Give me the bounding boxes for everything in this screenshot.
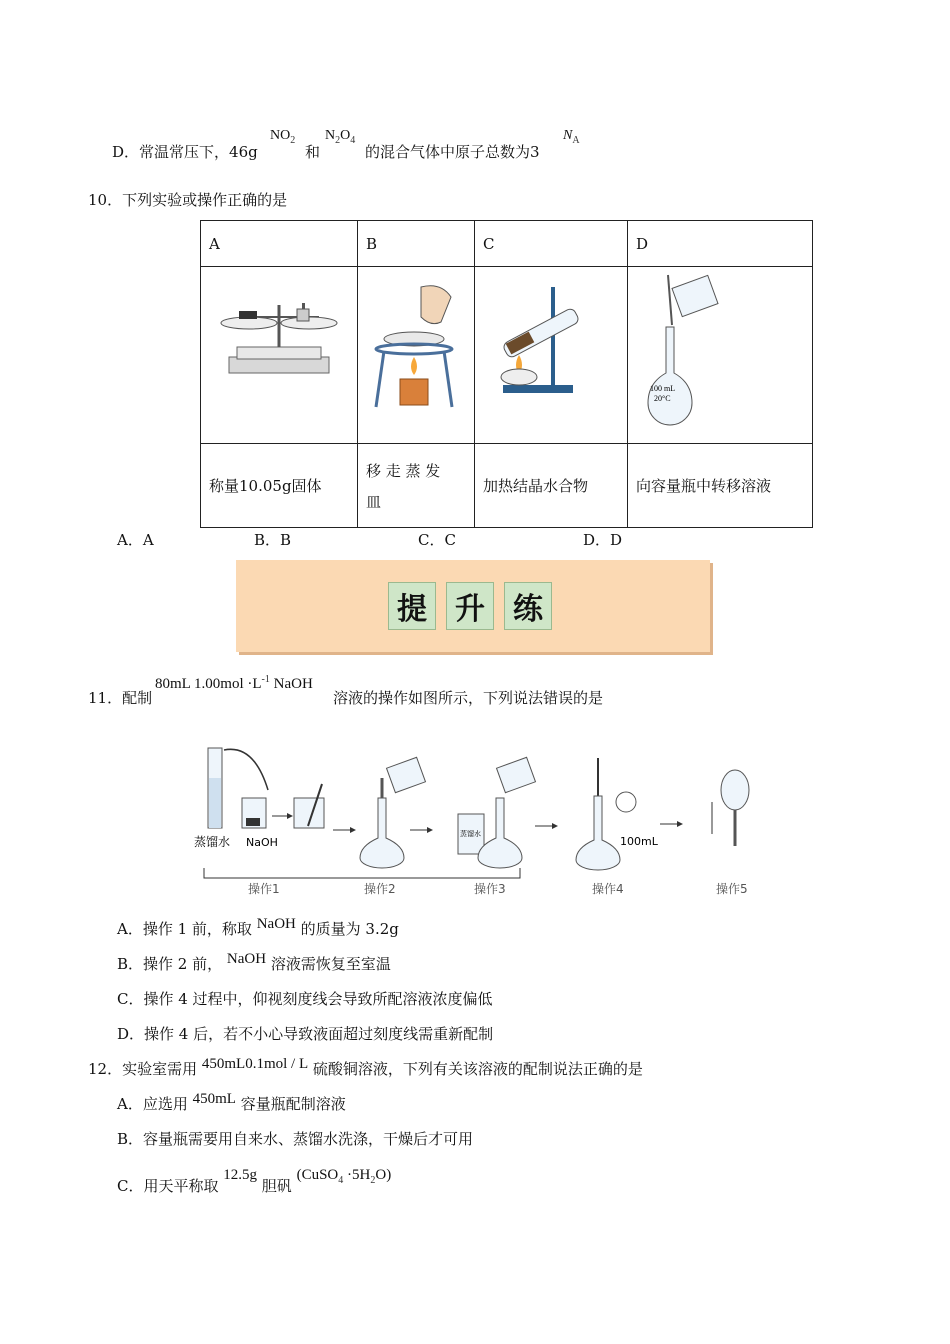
q10-header-b: B <box>358 221 475 267</box>
q12-option-c[interactable] <box>117 1167 392 1198</box>
banner-char-2: 升 <box>446 582 494 630</box>
na-text: N <box>563 128 573 143</box>
q11b-post: 溶液需恢复至室温 <box>270 955 391 973</box>
flask-temp-label: 20°C <box>654 394 671 403</box>
flask-volume-label: 100 mL <box>650 384 676 393</box>
q11b-formula: NaOH <box>226 951 267 967</box>
q11a-post: 的质量为 3.2g <box>300 920 399 938</box>
q11b-pre: B．操作 2 前， <box>117 955 223 973</box>
label-op2: 操作2 <box>364 882 396 896</box>
na-symbol <box>563 128 580 146</box>
q10-text-b-line1: 移 走 蒸 发 <box>366 461 441 480</box>
flask-op5 <box>712 770 749 846</box>
q10-header-a: A <box>201 221 358 267</box>
q10-header-d: D <box>628 221 813 267</box>
q10-option-b[interactable]: B．B <box>254 531 292 549</box>
beaker-2 <box>294 784 324 828</box>
q11-formula-tail: NaOH <box>269 676 313 692</box>
q11-option-c[interactable]: C．操作 4 过程中，仰视刻度线会导致所配溶液浓度偏低 <box>117 990 493 1008</box>
q11a-pre: A．操作 1 前，称取 <box>117 920 252 938</box>
q10-text-b-line2: 皿 <box>366 492 382 511</box>
n2o4-sub1: 2 <box>335 134 341 146</box>
q12-option-b[interactable]: B．容量瓶需要用自来水、蒸馏水洗涤，干燥后才可用 <box>117 1130 474 1148</box>
q10-text-a: 称量10.05g固体 <box>201 444 358 528</box>
q11-option-a[interactable] <box>117 918 399 939</box>
q9d-and: 和 <box>305 143 321 161</box>
flask-op4 <box>576 758 636 870</box>
q12-suffix: 硫酸铜溶液，下列有关该溶液的配制说法正确的是 <box>312 1060 643 1078</box>
no2-text: NO <box>270 128 291 143</box>
q12-formula: 450mL0.1mol / L <box>201 1056 309 1072</box>
q11-procedure-figure <box>190 738 760 900</box>
n2o4-n: N <box>325 128 336 143</box>
label-op5: 操作5 <box>716 882 748 896</box>
q12a-formula: 450mL <box>192 1091 236 1107</box>
q10-image-heating-crystals <box>475 267 628 444</box>
balance-illustration <box>209 267 349 439</box>
practice-banner <box>236 560 710 652</box>
q10-stem: 10．下列实验或操作正确的是 <box>88 191 288 209</box>
q12c-sub2: 2 <box>370 1175 376 1186</box>
q12a-post: 容量瓶配制溶液 <box>240 1095 346 1113</box>
q12-stem <box>88 1058 643 1079</box>
q9d-label: D．常温常压下，46g <box>112 143 258 161</box>
q12c-end: O) <box>375 1167 392 1183</box>
banner-char-1: 提 <box>388 582 436 630</box>
label-op1: 操作1 <box>248 882 280 896</box>
q12c-dot: ·5H <box>343 1167 371 1183</box>
q9d-rest: 的混合气体中原子总数为3 <box>365 143 540 161</box>
no2-formula <box>270 128 295 146</box>
q10-header-c: C <box>475 221 628 267</box>
q10-text-b <box>358 444 475 528</box>
q11-option-b[interactable] <box>117 953 391 974</box>
q11-formula <box>155 674 313 693</box>
q10-text-c: 加热结晶水合物 <box>475 444 628 528</box>
q11-suffix: 溶液的操作如图所示，下列说法错误的是 <box>333 689 604 707</box>
q10-option-a[interactable]: A．A <box>117 531 154 549</box>
q12c-pre: C．用天平称取 <box>117 1177 219 1195</box>
q9-option-d <box>112 141 258 162</box>
flask-op3 <box>458 757 535 868</box>
q12c-cuso: (CuSO <box>296 1167 339 1183</box>
q11-prefix: 11．配制 <box>88 689 153 707</box>
label-op3: 操作3 <box>474 882 506 896</box>
flask-op2 <box>360 757 425 868</box>
q10-text-d: 向容量瓶中转移溶液 <box>628 444 813 528</box>
q10-image-volumetric-flask <box>628 267 813 444</box>
label-bottle: 蒸馏水 <box>460 830 481 838</box>
q12c-formula: 12.5g <box>223 1167 258 1183</box>
q12c-sub4: 4 <box>338 1175 344 1186</box>
n2o4-formula <box>325 128 355 146</box>
q10-option-d[interactable]: D．D <box>583 531 623 549</box>
q11-formula-sup: -1 <box>261 674 270 685</box>
evaporation-illustration <box>366 267 466 439</box>
label-distilled-water: 蒸馏水 <box>194 835 231 849</box>
banner-title <box>388 582 552 630</box>
label-100ml: 100mL <box>620 835 658 848</box>
no2-sub: 2 <box>290 134 296 146</box>
na-sub: A <box>572 134 580 146</box>
n2o4-o: O <box>340 128 351 143</box>
label-op4: 操作4 <box>592 882 624 896</box>
q10-option-c[interactable]: C．C <box>418 531 456 549</box>
q12c-chem-formula <box>296 1167 392 1186</box>
n2o4-sub2: 4 <box>350 134 356 146</box>
q11-option-d[interactable]: D．操作 4 后，若不小心导致液面超过刻度线需重新配制 <box>117 1025 494 1043</box>
beaker-1 <box>242 798 266 828</box>
transfer-illustration <box>636 267 804 439</box>
q11-formula-main: 80mL 1.00mol ·L <box>155 676 262 692</box>
banner-char-3: 练 <box>504 582 552 630</box>
q12a-pre: A．应选用 <box>117 1095 188 1113</box>
q10-experiment-table <box>200 220 813 528</box>
q10-image-evaporating-dish <box>358 267 475 444</box>
q12-option-a[interactable] <box>117 1093 346 1114</box>
q12c-mid: 胆矾 <box>261 1177 292 1195</box>
q11a-formula: NaOH <box>256 916 296 932</box>
q12-prefix: 12．实验室需用 <box>88 1060 198 1078</box>
heating-illustration <box>483 267 619 439</box>
label-naoh: NaOH <box>246 836 278 849</box>
q10-image-balance <box>201 267 358 444</box>
